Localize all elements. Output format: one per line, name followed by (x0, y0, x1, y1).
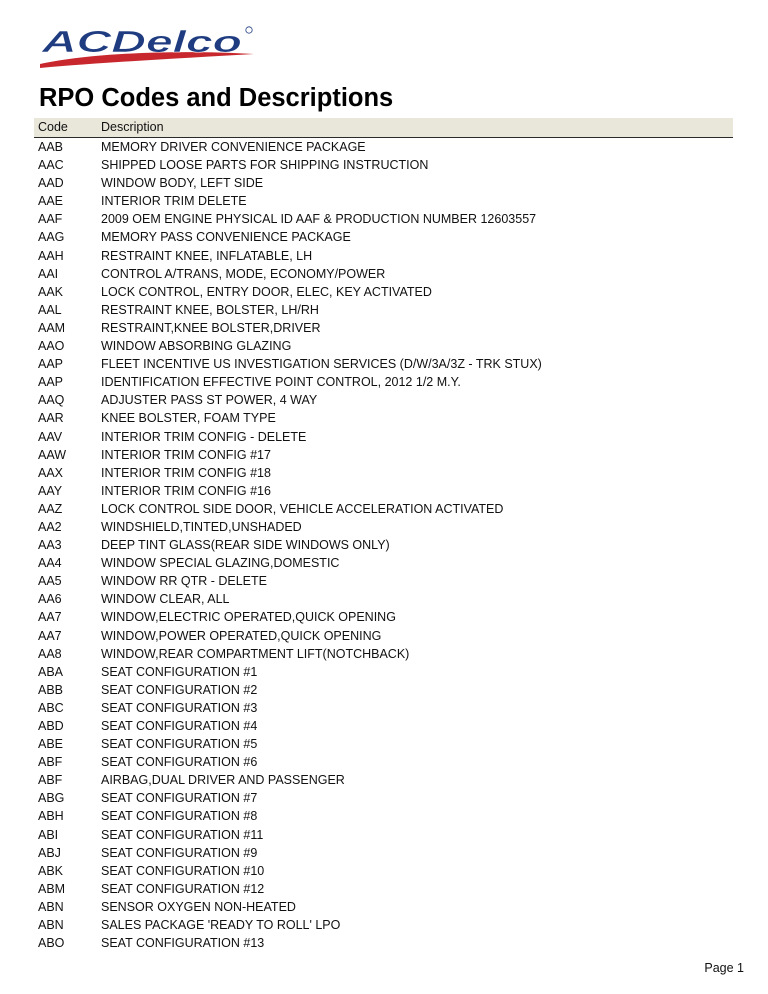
description-cell: SEAT CONFIGURATION #4 (101, 719, 258, 733)
rpo-code-cell: ABF (38, 755, 63, 770)
description-cell: SENSOR OXYGEN NON-HEATED (101, 899, 296, 914)
table-row (34, 265, 733, 283)
description-cell: SEAT CONFIGURATION #10 (101, 863, 265, 878)
description-cell: SEAT CONFIGURATION #1 (101, 664, 258, 679)
acdelco-logo (36, 22, 258, 70)
table-row (34, 590, 733, 608)
table-row (34, 789, 733, 807)
rpo-code-cell: AAX (38, 465, 64, 480)
table-row (34, 138, 733, 156)
table-row (34, 681, 733, 699)
table-row (34, 446, 733, 464)
description-cell: MEMORY DRIVER CONVENIENCE PACKAGE (101, 140, 366, 154)
table-row (34, 409, 733, 427)
table-row (34, 192, 733, 210)
table-row (34, 210, 733, 228)
rpo-code-cell: AAK (38, 284, 64, 299)
table-row (34, 355, 733, 373)
table-row (34, 518, 733, 536)
rpo-code-cell: ABG (38, 791, 65, 806)
table-row (34, 771, 733, 789)
description-cell: LOCK CONTROL, ENTRY DOOR, ELEC, KEY ACTIVATED (101, 284, 432, 299)
rpo-code-cell: ABM (38, 881, 66, 896)
description-cell: SEAT CONFIGURATION #2 (101, 682, 258, 697)
description-cell: INTERIOR TRIM CONFIG - DELETE (101, 429, 307, 444)
rpo-code-cell: AAV (38, 429, 63, 444)
logo-wordmark: ACDelco (40, 24, 242, 59)
table-row (34, 717, 733, 735)
rpo-code-cell: AAW (38, 447, 67, 462)
table-row (34, 283, 733, 301)
description-cell: SEAT CONFIGURATION #9 (101, 845, 258, 860)
table-row (34, 337, 733, 355)
description-cell: WINDOW,REAR COMPARTMENT LIFT(NOTCHBACK) (101, 646, 410, 661)
table-row (34, 319, 733, 337)
table-row (34, 500, 733, 518)
table-row (34, 934, 733, 952)
rpo-code-cell: AAZ (38, 501, 63, 516)
table-row (34, 844, 733, 862)
rpo-code-cell: AAP (38, 357, 64, 372)
table-row (34, 627, 733, 645)
description-cell: RESTRAINT,KNEE BOLSTER,DRIVER (101, 320, 321, 335)
table-row (34, 826, 733, 844)
rpo-code-cell: AAO (38, 339, 65, 354)
description-cell: INTERIOR TRIM DELETE (101, 194, 247, 209)
table-row (34, 174, 733, 192)
rpo-code-cell: ABK (38, 863, 64, 878)
rpo-code-cell: AAP (38, 375, 64, 390)
rpo-code-cell: AAM (38, 320, 66, 335)
description-cell: SEAT CONFIGURATION #5 (101, 737, 258, 752)
description-cell: SALES PACKAGE 'READY TO ROLL' LPO (101, 918, 341, 933)
description-cell: KNEE BOLSTER, FOAM TYPE (101, 411, 276, 426)
description-cell: MEMORY PASS CONVENIENCE PACKAGE (101, 230, 351, 245)
rpo-code-table (34, 138, 733, 952)
page-number: Page 1 (704, 961, 744, 975)
table-row (34, 645, 733, 663)
rpo-code-cell: ABC (38, 700, 64, 715)
rpo-code-cell: ABF (38, 773, 63, 788)
rpo-code-cell: AAI (38, 266, 59, 281)
description-cell: WINDOW CLEAR, ALL (101, 592, 230, 607)
table-row (34, 301, 733, 319)
description-cell: RESTRAINT KNEE, BOLSTER, LH/RH (101, 302, 319, 317)
rpo-code-cell: ABN (38, 918, 64, 933)
table-row (34, 373, 733, 391)
rpo-code-cell: ABD (38, 719, 64, 733)
column-header-description: Description (101, 120, 164, 134)
table-row (34, 608, 733, 626)
rpo-code-cell: AAB (38, 140, 64, 154)
table-row (34, 663, 733, 681)
description-cell: FLEET INCENTIVE US INVESTIGATION SERVICES (D/W/3A/3Z - TRK STUX) (101, 357, 542, 372)
table-row (34, 572, 733, 590)
description-cell: SEAT CONFIGURATION #13 (101, 936, 265, 951)
rpo-code-cell: AAY (38, 483, 63, 498)
rpo-code-cell: AA6 (38, 592, 62, 607)
description-cell: INTERIOR TRIM CONFIG #18 (101, 465, 271, 480)
rpo-code-cell: AA2 (38, 519, 62, 534)
rpo-code-cell: AA4 (38, 556, 62, 571)
rpo-code-cell: AA8 (38, 646, 62, 661)
rpo-code-cell: ABH (38, 809, 64, 824)
description-cell: WINDOW SPECIAL GLAZING,DOMESTIC (101, 556, 340, 571)
description-cell: SEAT CONFIGURATION #11 (101, 827, 264, 842)
description-cell: WINDOW ABSORBING GLAZING (101, 339, 292, 354)
description-cell: RESTRAINT KNEE, INFLATABLE, LH (101, 248, 313, 263)
description-cell: SEAT CONFIGURATION #3 (101, 700, 258, 715)
rpo-code-cell: AAG (38, 230, 65, 245)
description-cell: IDENTIFICATION EFFECTIVE POINT CONTROL, 2012 1/2 M.Y. (101, 375, 461, 390)
rpo-code-cell: ABI (38, 827, 59, 842)
description-cell: SEAT CONFIGURATION #12 (101, 881, 265, 896)
rpo-code-cell: AAE (38, 194, 64, 209)
description-cell: WINDOW,ELECTRIC OPERATED,QUICK OPENING (101, 610, 396, 625)
page-title: RPO Codes and Descriptions (39, 84, 394, 112)
table-row (34, 391, 733, 409)
rpo-code-cell: AAL (38, 302, 62, 317)
rpo-code-cell: ABB (38, 682, 64, 697)
table-row (34, 228, 733, 246)
description-cell: AIRBAG,DUAL DRIVER AND PASSENGER (101, 773, 345, 788)
table-row (34, 464, 733, 482)
rpo-code-cell: ABJ (38, 845, 61, 860)
description-cell: INTERIOR TRIM CONFIG #16 (101, 483, 271, 498)
description-cell: SEAT CONFIGURATION #6 (101, 755, 258, 770)
description-cell: WINDOW RR QTR - DELETE (101, 574, 267, 589)
rpo-code-cell: AAQ (38, 393, 65, 408)
table-row (34, 554, 733, 572)
rpo-code-cell: AA7 (38, 610, 62, 625)
table-row (34, 735, 733, 753)
table-row (34, 880, 733, 898)
rpo-code-cell: AAH (38, 248, 64, 263)
rpo-code-cell: AAR (38, 411, 64, 426)
column-header-code: Code (38, 120, 68, 134)
table-row (34, 247, 733, 265)
description-cell: ADJUSTER PASS ST POWER, 4 WAY (101, 393, 318, 408)
rpo-code-cell: AA7 (38, 628, 62, 643)
rpo-code-cell: AAC (38, 158, 64, 173)
description-cell: WINDOW BODY, LEFT SIDE (101, 176, 264, 191)
table-row (34, 699, 733, 717)
rpo-code-cell: AAF (38, 212, 63, 227)
rpo-code-cell: AAD (38, 176, 64, 191)
description-cell: LOCK CONTROL SIDE DOOR, VEHICLE ACCELERATION ACTIVATED (101, 501, 504, 516)
description-cell: INTERIOR TRIM CONFIG #17 (101, 447, 271, 462)
table-row (34, 807, 733, 825)
table-row (34, 482, 733, 500)
description-cell: SEAT CONFIGURATION #7 (101, 791, 258, 806)
description-cell: SHIPPED LOOSE PARTS FOR SHIPPING INSTRUCTION (101, 158, 429, 173)
rpo-code-cell: ABN (38, 899, 64, 914)
table-row (34, 753, 733, 771)
table-row (34, 862, 733, 880)
registered-mark-icon (246, 27, 252, 33)
table-row (34, 536, 733, 554)
table-row (34, 916, 733, 934)
table-header (34, 118, 733, 138)
description-cell: WINDSHIELD,TINTED,UNSHADED (101, 519, 302, 534)
rpo-code-cell: ABE (38, 737, 64, 752)
rpo-code-cell: AA5 (38, 574, 62, 589)
description-cell: DEEP TINT GLASS(REAR SIDE WINDOWS ONLY) (101, 538, 390, 553)
table-row (34, 898, 733, 916)
table-row (34, 428, 733, 446)
rpo-code-cell: ABO (38, 936, 65, 951)
description-cell: 2009 OEM ENGINE PHYSICAL ID AAF & PRODUCTION NUMBER 12603557 (101, 212, 537, 227)
rpo-code-cell: AA3 (38, 538, 62, 553)
table-row (34, 156, 733, 174)
description-cell: WINDOW,POWER OPERATED,QUICK OPENING (101, 628, 382, 643)
description-cell: SEAT CONFIGURATION #8 (101, 809, 258, 824)
description-cell: CONTROL A/TRANS, MODE, ECONOMY/POWER (101, 266, 386, 281)
rpo-code-cell: ABA (38, 664, 64, 679)
